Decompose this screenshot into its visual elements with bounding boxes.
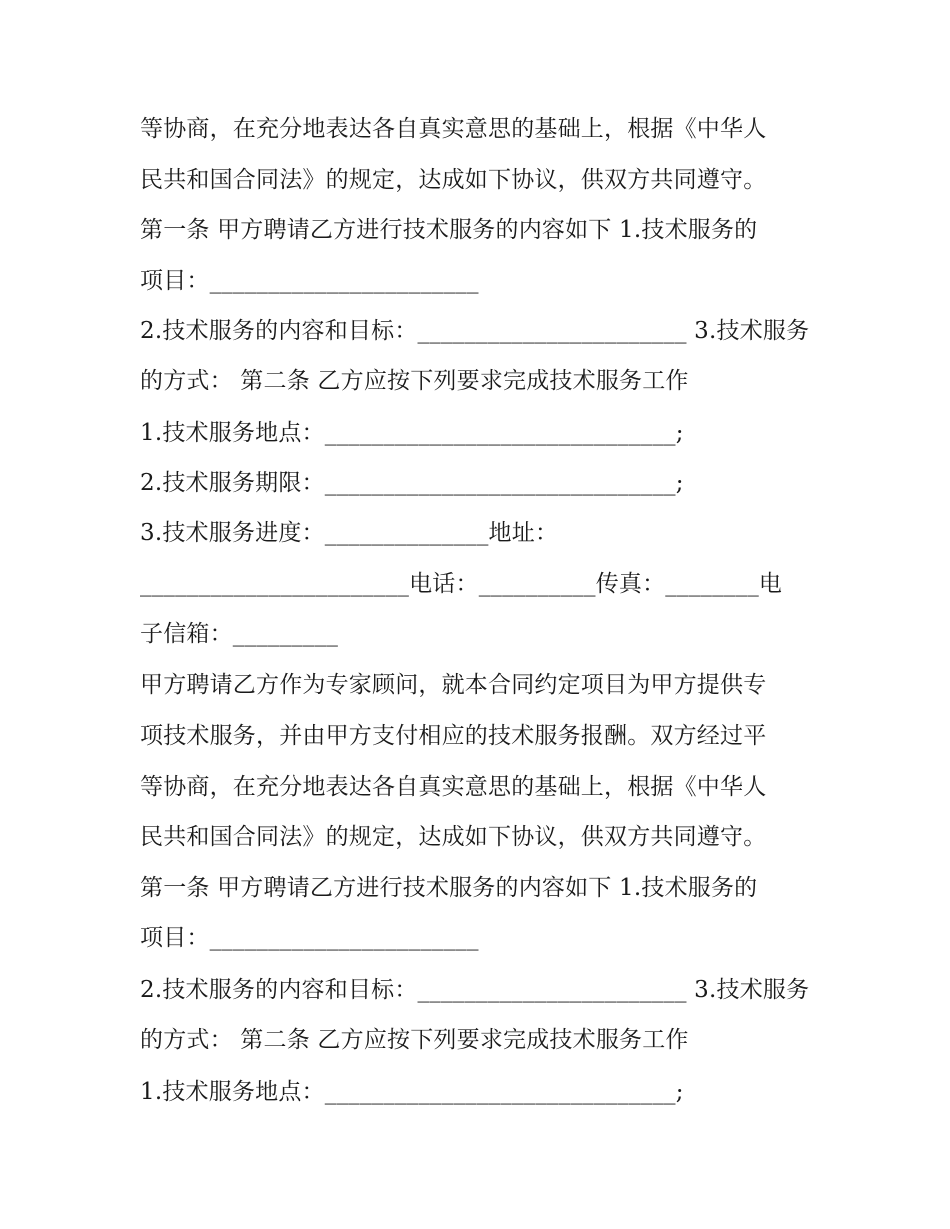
text-line: 的方式： 第二条 乙方应按下列要求完成技术服务工作 xyxy=(140,1027,689,1053)
text-line: 项目：_______________________ xyxy=(140,268,479,294)
text-line: 2.技术服务期限：______________________________; xyxy=(140,470,684,496)
text-line: 子信箱：_________ xyxy=(140,621,339,647)
text-line: 的方式： 第二条 乙方应按下列要求完成技术服务工作 xyxy=(140,368,689,394)
text-line: 3.技术服务进度：______________地址： xyxy=(140,520,559,546)
text-line: 第一条 甲方聘请乙方进行技术服务的内容如下 1.技术服务的 xyxy=(140,875,758,901)
text-line: 2.技术服务的内容和目标：_______________________ 3.技术服务 xyxy=(140,977,810,1003)
text-line: 2.技术服务的内容和目标：_______________________ 3.技术服务 xyxy=(140,318,810,344)
text-line: 项目：_______________________ xyxy=(140,925,479,951)
text-line: 第一条 甲方聘请乙方进行技术服务的内容如下 1.技术服务的 xyxy=(140,217,758,243)
text-line: 民共和国合同法》的规定，达成如下协议，供双方共同遵守。 xyxy=(140,824,767,850)
text-line: 民共和国合同法》的规定，达成如下协议，供双方共同遵守。 xyxy=(140,167,767,193)
text-line: 项技术服务，并由甲方支付相应的技术服务报酬。双方经过平 xyxy=(140,723,767,749)
text-line: 等协商，在充分地表达各自真实意思的基础上，根据《中华人 xyxy=(140,116,767,142)
text-line: 甲方聘请乙方作为专家顾问，就本合同约定项目为甲方提供专 xyxy=(140,672,767,698)
text-line: 1.技术服务地点：______________________________; xyxy=(140,420,684,446)
text-line: 等协商，在充分地表达各自真实意思的基础上，根据《中华人 xyxy=(140,774,767,800)
text-line: _______________________电话：__________传真：________电 xyxy=(140,571,783,597)
text-line: 1.技术服务地点：______________________________; xyxy=(140,1079,684,1105)
